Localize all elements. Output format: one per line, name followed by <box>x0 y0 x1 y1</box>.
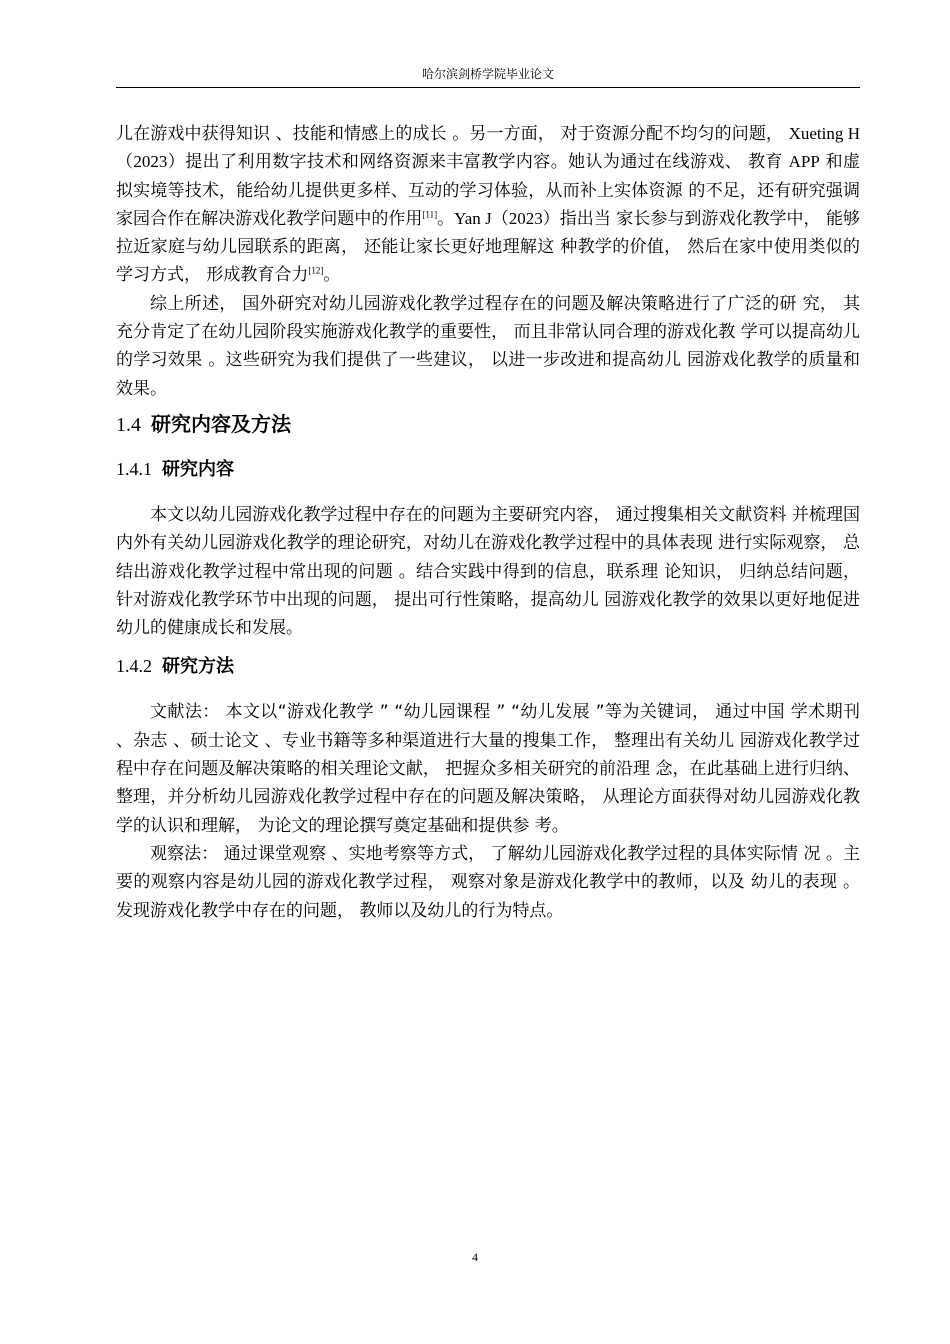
page-body <box>116 120 860 925</box>
citation-author: Xueting H（2023） <box>116 124 860 172</box>
section-heading-1-4-1 <box>116 449 860 493</box>
paragraph-research-content: 本文以幼儿园游戏化教学过程中存在的问题为主要研究内容， 通过搜集相关文献资料 并梳理国内外有关幼儿园游戏化教学的理论研究，对幼儿在游戏化教学过程中的具体表现 进行实际观察， 总结出游戏化教学过程中常出现的问题 。结合实践中得到的信息，联系理 论知识， 归纳总结问题， 针对游戏化教学环节中出现的问题， 提出可行性策略，提高幼儿 园游戏化教学的效果以更好地促进幼儿的健康成长和发展。 <box>116 504 860 639</box>
section-number: 1.4.1 <box>116 458 152 479</box>
section-number: 1.4 <box>116 413 141 436</box>
text-run: 儿在游戏中获得知识 、技能和情感上的成长 。另一方面， 对于资源分配不均匀的问题， <box>116 124 789 144</box>
paragraph-continuation <box>116 120 860 290</box>
header-title: 哈尔滨剑桥学院毕业论文 <box>421 67 554 81</box>
citation-author: Yan J（2023） <box>454 208 560 228</box>
section-number: 1.4.2 <box>116 656 152 677</box>
text-run: 。 <box>437 208 455 229</box>
text-run: 指出当 家长参与到游戏化教学中， 能够拉近家庭与幼儿园联系的距离， 还能让家长更好地理解这 种教学的价值， 然后在家中使用类似的学习方式， 形成教育合力 <box>116 208 861 286</box>
section-title: 研究内容及方法 <box>151 411 291 436</box>
reference-marker: [12] <box>308 265 324 276</box>
running-header <box>116 66 860 88</box>
section-heading-1-4-2 <box>116 646 860 690</box>
paragraph-summary: 综上所述， 国外研究对幼儿园游戏化教学过程存在的问题及解决策略进行了广泛的研 究， 其充分肯定了在幼儿园阶段实施游戏化教学的重要性， 而且非常认同合理的游戏化教 学可以提高幼儿的学习效果 。这些研究为我们提供了一些建议， 以进一步改进和提高幼儿 园游戏化教学的质量和效果。 <box>116 293 860 399</box>
text-run: 提出了利用数字技术和网络资源来丰富教学内容。她认为通过在线游戏、 教育 <box>185 152 789 173</box>
reference-marker: [11] <box>422 209 438 220</box>
text-run: 和虚拟实境等技术，能给幼儿提供更多样、互动的学习体验，从而补上实体资源 的不足，还有研究强调家园合作在解决游戏化教学问题中的作用 <box>116 152 861 229</box>
text-run: 。 <box>323 265 341 286</box>
paragraph-literature-method: 文献法： 本文以“游戏化教学 ” “幼儿园课程 ” “幼儿发展 ”等为关键词， 通过中国 学术期刊 、杂志 、硕士论文 、专业书籍等多种渠道进行大量的搜集工作， 整理出有关幼儿 园游戏化教学过程中存在问题及解决策略的相关理论文献， 把握众多相关研究的前沿理 念，在此基础上进行归纳、整理，并分析幼儿园游戏化教学过程中存在的问题及解决策略， 从理论方面获得对幼儿园游戏化教学的认识和理解， 为论文的理论撰写奠定基础和提供参 考。 <box>116 702 860 836</box>
page-number: 4 <box>472 1250 478 1264</box>
section-title: 研究方法 <box>162 656 234 678</box>
text-run-latin: APP <box>788 152 820 172</box>
section-heading-1-4 <box>116 403 860 449</box>
section-title: 研究内容 <box>162 458 234 480</box>
paragraph-observation-method: 观察法： 通过课堂观察 、实地考察等方式， 了解幼儿园游戏化教学过程的具体实际情 况 。主要的观察内容是幼儿园的游戏化教学过程， 观察对象是游戏化教学中的教师，以及 幼儿的表现 。发现游戏化教学中存在的问题， 教师以及幼儿的行为特点。 <box>116 843 860 921</box>
